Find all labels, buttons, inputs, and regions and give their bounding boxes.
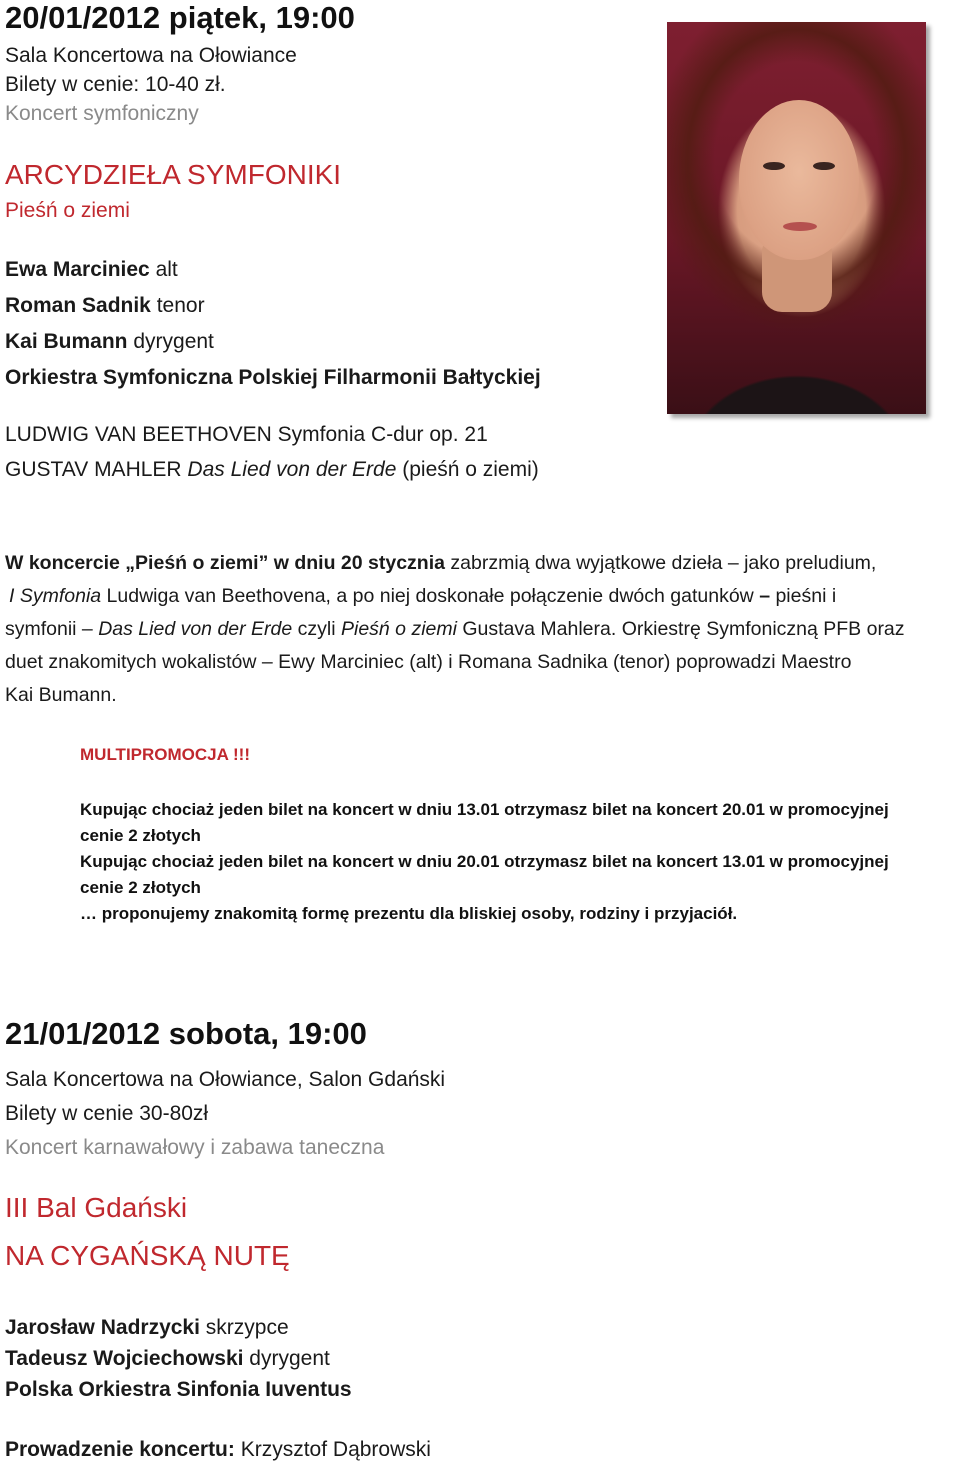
- portrait-face: [739, 100, 859, 260]
- event1-program-1: LUDWIG VAN BEETHOVEN Symfonia C-dur op. 21: [5, 423, 488, 446]
- work-title: Das Lied von der Erde: [187, 458, 397, 481]
- event2-tickets: Bilety w cenie 30-80zł: [5, 1102, 209, 1125]
- event1-performer-2: [5, 294, 205, 318]
- performer-name: Jarosław Nadrzycki: [5, 1316, 200, 1339]
- event2-title-1: III Bal Gdański: [5, 1192, 188, 1223]
- event1-venue: Sala Koncertowa na Ołowiance: [5, 44, 297, 67]
- event1-subtitle: Pieśń o ziemi: [5, 199, 130, 222]
- description-dash: –: [759, 585, 771, 607]
- portrait-eye-left: [763, 162, 785, 170]
- event2-performer-2: [5, 1347, 330, 1371]
- performer-role: dyrygent: [243, 1347, 330, 1370]
- promo-gift-line: … proponujemy znakomitą formę prezentu dla bliskiej osoby, rodziny i przyjaciół.: [80, 904, 738, 923]
- description-text: zabrzmią dwa wyjątkowe dzieła – jako preludium,: [444, 552, 877, 574]
- event2-date: 21/01/2012 sobota, 19:00: [5, 1016, 367, 1051]
- description-text: pieśni i: [770, 585, 837, 607]
- event2-title-2: NA CYGAŃSKĄ NUTĘ: [5, 1240, 290, 1271]
- performer-role: tenor: [150, 294, 205, 317]
- event1-performer-1: [5, 258, 178, 282]
- description-text: symfonii –: [5, 618, 99, 640]
- event1-performer-4: [5, 366, 541, 390]
- description-text: Gustava Mahlera. Orkiestrę Symfoniczną PFB oraz: [456, 618, 905, 640]
- event2-host: [5, 1438, 431, 1462]
- event2-venue: Sala Koncertowa na Ołowiance, Salon Gdański: [5, 1068, 446, 1091]
- description-line-2: [5, 580, 955, 613]
- work-subtitle: (pieśń o ziemi): [396, 458, 539, 481]
- performer-name: Orkiestra Symfoniczna Polskiej Filharmonii Bałtyckiej: [5, 366, 541, 389]
- composer: GUSTAV MAHLER: [5, 458, 188, 481]
- portrait-eye-right: [813, 162, 835, 170]
- description-italic: Das Lied von der Erde: [98, 618, 293, 640]
- description-line-4: duet znakomitych wokalistów – Ewy Marciniec (alt) i Romana Sadnika (tenor) poprowadzi Maestro: [5, 651, 852, 673]
- performer-name: Roman Sadnik: [5, 294, 151, 317]
- event1-title: ARCYDZIEŁA SYMFONIKI: [5, 159, 342, 190]
- description-italic: I Symfonia: [9, 585, 102, 607]
- promo-line: cenie 2 złotych: [80, 878, 201, 897]
- performer-name: Tadeusz Wojciechowski: [5, 1347, 244, 1370]
- performer-name: Polska Orkiestra Sinfonia Iuventus: [5, 1378, 352, 1401]
- host-label: Prowadzenie koncertu:: [5, 1438, 235, 1461]
- portrait-photo: [667, 22, 926, 414]
- event1-performer-3: [5, 330, 214, 354]
- performer-name: Ewa Marciniec: [5, 258, 150, 281]
- event2-performer-3: [5, 1378, 352, 1402]
- portrait-lips: [783, 222, 817, 231]
- performer-role: skrzypce: [199, 1316, 289, 1339]
- event1-tickets: Bilety w cenie: 10-40 zł.: [5, 73, 226, 96]
- promo-line: cenie 2 złotych: [80, 826, 201, 845]
- event2-category: Koncert karnawałowy i zabawa taneczna: [5, 1136, 385, 1159]
- performer-role: alt: [149, 258, 178, 281]
- description-lead: W koncercie „Pieśń o ziemi” w dniu 20 stycznia: [5, 552, 445, 574]
- description-italic: Pieśń o ziemi: [340, 618, 457, 640]
- event1-category: Koncert symfoniczny: [5, 102, 199, 125]
- promo-offer: [80, 797, 960, 927]
- host-name: Krzysztof Dąbrowski: [234, 1438, 431, 1461]
- promo-line: Kupując chociaż jeden bilet na koncert w dniu 13.01 otrzymasz bilet na koncert 20.01 w promocyjnej: [80, 800, 889, 819]
- promo-heading: MULTIPROMOCJA !!!: [80, 745, 250, 764]
- description-line-1: [5, 547, 955, 580]
- performer-name: Kai Bumann: [5, 330, 128, 353]
- description-line-3: [5, 613, 955, 646]
- description-text: Ludwiga van Beethovena, a po niej doskonałe połączenie dwóch gatunków: [101, 585, 760, 607]
- event1-program-2: [5, 458, 539, 482]
- performer-role: dyrygent: [127, 330, 214, 353]
- promo-line: Kupując chociaż jeden bilet na koncert w dniu 20.01 otrzymasz bilet na koncert 13.01 w promocyjnej: [80, 852, 889, 871]
- event1-date: 20/01/2012 piątek, 19:00: [5, 0, 355, 35]
- event2-performer-1: [5, 1316, 289, 1340]
- description-text: czyli: [292, 618, 341, 640]
- description-line-5: Kai Bumann.: [5, 684, 117, 706]
- event1-description: [5, 547, 955, 712]
